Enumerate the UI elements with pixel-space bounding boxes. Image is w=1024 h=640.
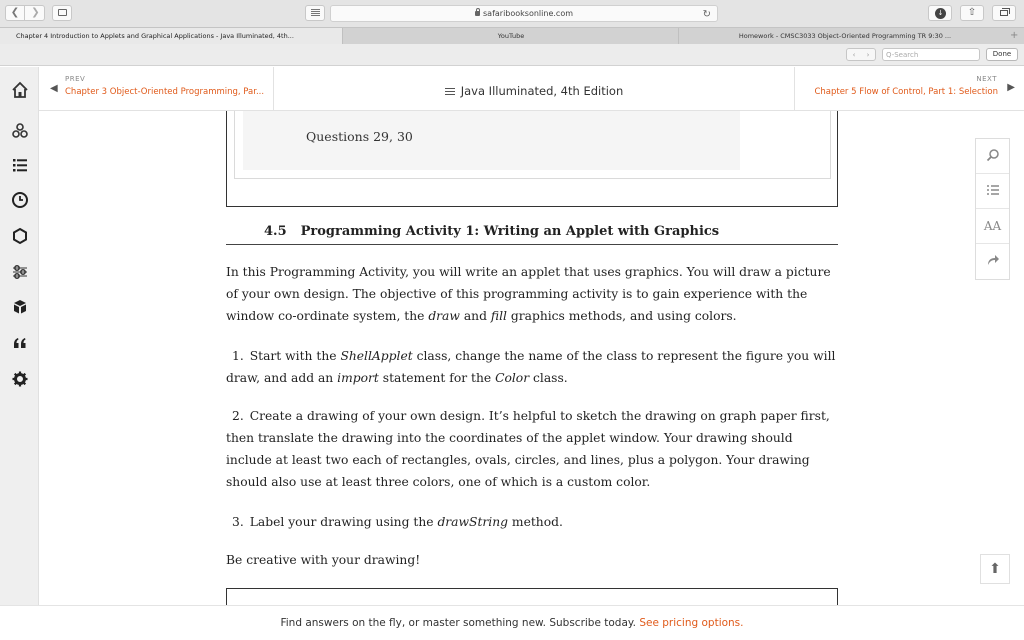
- book-content: [226, 111, 838, 605]
- back-button[interactable]: ❮: [6, 6, 25, 20]
- find-next-button[interactable]: ›: [866, 51, 870, 59]
- step-3: 3. Label your drawing using the drawString method.: [232, 515, 563, 529]
- section-number: 4.5: [264, 224, 287, 239]
- find-bar: [0, 44, 1024, 66]
- find-previous-button[interactable]: ‹: [852, 51, 856, 59]
- share-tool-button[interactable]: [976, 244, 1009, 279]
- cube-icon[interactable]: [10, 297, 30, 317]
- share-arrow-icon: [986, 253, 1000, 267]
- downloads-button[interactable]: [928, 5, 952, 21]
- intro-paragraph: In this Programming Activity, you will write an applet that uses graphics. You will draw a picture of your own design. The objective of this programming activity is to gain experience with the window co-ordinate system, the draw and fill graphics methods, and using colors.: [226, 265, 831, 323]
- next-chapter-link[interactable]: [794, 67, 1024, 110]
- reader-icon: [311, 9, 320, 10]
- prev-chapter-title[interactable]: Chapter 3 Object-Oriented Programming, Par...: [65, 87, 265, 97]
- reload-icon[interactable]: ↻: [702, 9, 711, 20]
- lock-icon: [475, 11, 480, 16]
- closing-paragraph: Be creative with your drawing!: [226, 553, 421, 567]
- font-size-icon[interactable]: AA: [976, 209, 1009, 244]
- tab-chapter-4[interactable]: Chapter 4 Introduction to Applets and Graphical Applications - Java Illuminated, 4th...: [0, 28, 343, 44]
- history-icon[interactable]: [10, 190, 30, 210]
- scroll-to-top-button[interactable]: [980, 554, 1010, 584]
- forward-button[interactable]: ❯: [31, 7, 40, 18]
- section-title: Programming Activity 1: Writing an Applet with Graphics: [300, 224, 720, 239]
- download-icon: ↓: [935, 8, 946, 19]
- pricing-link[interactable]: See pricing options.: [639, 617, 744, 629]
- find-input[interactable]: Q-Search: [882, 48, 980, 61]
- questions-reference: Questions 29, 30: [306, 129, 413, 144]
- browser-toolbar: [0, 0, 1024, 27]
- show-tabs-button[interactable]: [992, 5, 1016, 21]
- address-bar[interactable]: [330, 5, 718, 22]
- step-1: 1. Start with the ShellApplet class, change the name of the class to represent the figure you will draw, and add an import statement for the Color class.: [226, 349, 836, 385]
- left-nav-rail: [0, 67, 39, 605]
- tab-homework[interactable]: Homework - CMSC3033 Object-Oriented Programming TR 9:30 ...: [738, 32, 952, 40]
- arrow-up-icon: ⬆: [989, 561, 1001, 577]
- reader-tools: [975, 138, 1010, 280]
- gear-icon[interactable]: [10, 369, 30, 389]
- topics-icon[interactable]: [10, 121, 30, 141]
- menu-icon: [445, 88, 455, 90]
- reader-header: [39, 67, 1024, 111]
- sidebar-icon: [58, 9, 67, 16]
- toc-icon: [986, 183, 1000, 197]
- list-icon[interactable]: [10, 155, 30, 175]
- sidebar-toggle-button[interactable]: [52, 5, 72, 21]
- url-text: safaribooksonline.com: [483, 9, 573, 18]
- tab-youtube[interactable]: YouTube: [344, 28, 679, 44]
- reader-view-button[interactable]: [305, 5, 325, 21]
- new-tab-button[interactable]: +: [1010, 30, 1019, 41]
- search-tool-button[interactable]: [976, 139, 1009, 174]
- share-icon: ⇧: [967, 7, 977, 18]
- quote-icon[interactable]: [10, 333, 30, 353]
- prev-label: PREV: [65, 75, 86, 83]
- home-icon[interactable]: [10, 80, 30, 100]
- share-button[interactable]: [960, 5, 984, 21]
- search-icon: [986, 148, 1000, 162]
- subscribe-footer: [0, 605, 1024, 640]
- section-divider: [226, 244, 838, 245]
- prev-chapter-link[interactable]: [39, 67, 274, 110]
- footer-text: Find answers on the fly, or master something new. Subscribe today.: [280, 617, 640, 629]
- toc-tool-button[interactable]: [976, 174, 1009, 209]
- book-title[interactable]: [274, 67, 794, 110]
- tab-strip: [0, 27, 1024, 44]
- hexagon-icon[interactable]: [10, 226, 30, 246]
- back-forward-group: [5, 5, 45, 21]
- find-done-button[interactable]: Done: [986, 48, 1018, 61]
- prev-arrow-icon: ◀: [50, 83, 58, 94]
- next-label: NEXT: [976, 75, 997, 83]
- step-2: 2. Create a drawing of your own design. It’s helpful to sketch the drawing on graph paper first, then translate the drawing into the coordinates of the applet window. Your drawing should include at least two each of rectangles, ovals, circles, and lines, plus a polygon. Your drawing should also use at least three colors, one of which is a custom color.: [226, 409, 830, 489]
- section-heading: [264, 224, 719, 239]
- review-box: [226, 111, 838, 207]
- settings-sliders-icon[interactable]: [10, 262, 30, 282]
- next-arrow-icon: ▶: [1007, 82, 1015, 93]
- next-chapter-title[interactable]: Chapter 5 Flow of Control, Part 1: Selection: [814, 87, 998, 97]
- find-nav-group: [846, 48, 876, 61]
- book-title-text: Java Illuminated, 4th Edition: [460, 84, 624, 98]
